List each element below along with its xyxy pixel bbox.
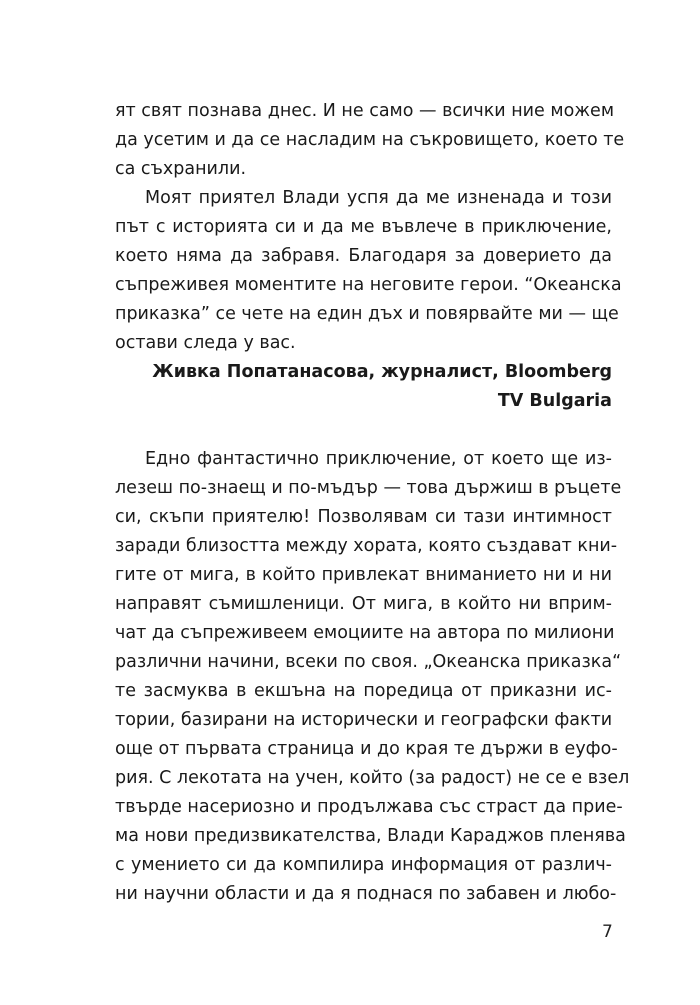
attribution-line-1: Живка Попатанасова, журналист, Bloomberg [152, 362, 612, 382]
paragraph-3-line-13: твърде насериозно и продължава със страст да прие- [115, 797, 623, 817]
attribution-line-2: TV Bulgaria [497, 391, 612, 411]
paragraph-3-line-4: заради близостта между хората, която създават кни- [115, 536, 618, 556]
paragraph-2-line-6: остави следа у вас. [115, 333, 296, 353]
paragraph-3-line-14: ма нови предизвикателства, Влади Караджов пленява [115, 826, 626, 846]
paragraph-3-line-15: с умението си да компилира информация от различ- [115, 855, 612, 875]
paragraph-2-line-4: съпреживея моментите на неговите герои. “Океанска [115, 275, 622, 295]
paragraph-1-line-3: са съхранили. [115, 159, 247, 179]
paragraph-1-line-2: да усетим и да се насладим на съкровището, което те [115, 130, 625, 150]
paragraph-1-line-1: ят свят познава днес. И не само — всички ние можем [115, 101, 615, 121]
paragraph-2-line-5: приказка” се чете на един дъх и повярвайте ми — ще [115, 304, 619, 324]
paragraph-3-line-12: рия. С лекотата на учен, който (за радост) не се е взел [115, 768, 630, 788]
paragraph-3-line-2: лезеш по-знаещ и по-мъдър — това държиш в ръцете [115, 478, 622, 498]
paragraph-3-line-1: Едно фантастично приключение, от което ще из- [145, 449, 612, 469]
paragraph-3-line-16: ни научни области и да я поднася по забавен и любо- [115, 884, 617, 904]
page-number: 7 [602, 922, 613, 942]
paragraph-3-line-5: гите от мига, в който привлекат вниманието ни и ни [115, 565, 612, 585]
paragraph-3-line-7: чат да съпреживеем емоциите на автора по милиони [115, 623, 615, 643]
paragraph-2-line-1: Моят приятел Влади успя да ме изненада и този [145, 188, 612, 208]
paragraph-3-line-8: различни начини, всеки по своя. „Океанска приказка“ [115, 652, 622, 672]
paragraph-2-line-2: път с историята си и да ме въвлече в приключение, [115, 217, 612, 237]
paragraph-3-line-6: направят съмишленици. От мига, в който ни вприм- [115, 594, 612, 614]
paragraph-3-line-9: те засмуква в екшъна на поредица от приказни ис- [115, 681, 612, 701]
paragraph-2-line-3: което няма да забравя. Благодаря за доверието да [115, 246, 612, 266]
paragraph-3-line-3: си, скъпи приятелю! Позволявам си тази интимност [115, 507, 612, 527]
paragraph-3-line-10: тории, базирани на исторически и географски факти [115, 710, 613, 730]
paragraph-3-line-11: още от първата страница и до края те държи в еуфо- [115, 739, 618, 759]
